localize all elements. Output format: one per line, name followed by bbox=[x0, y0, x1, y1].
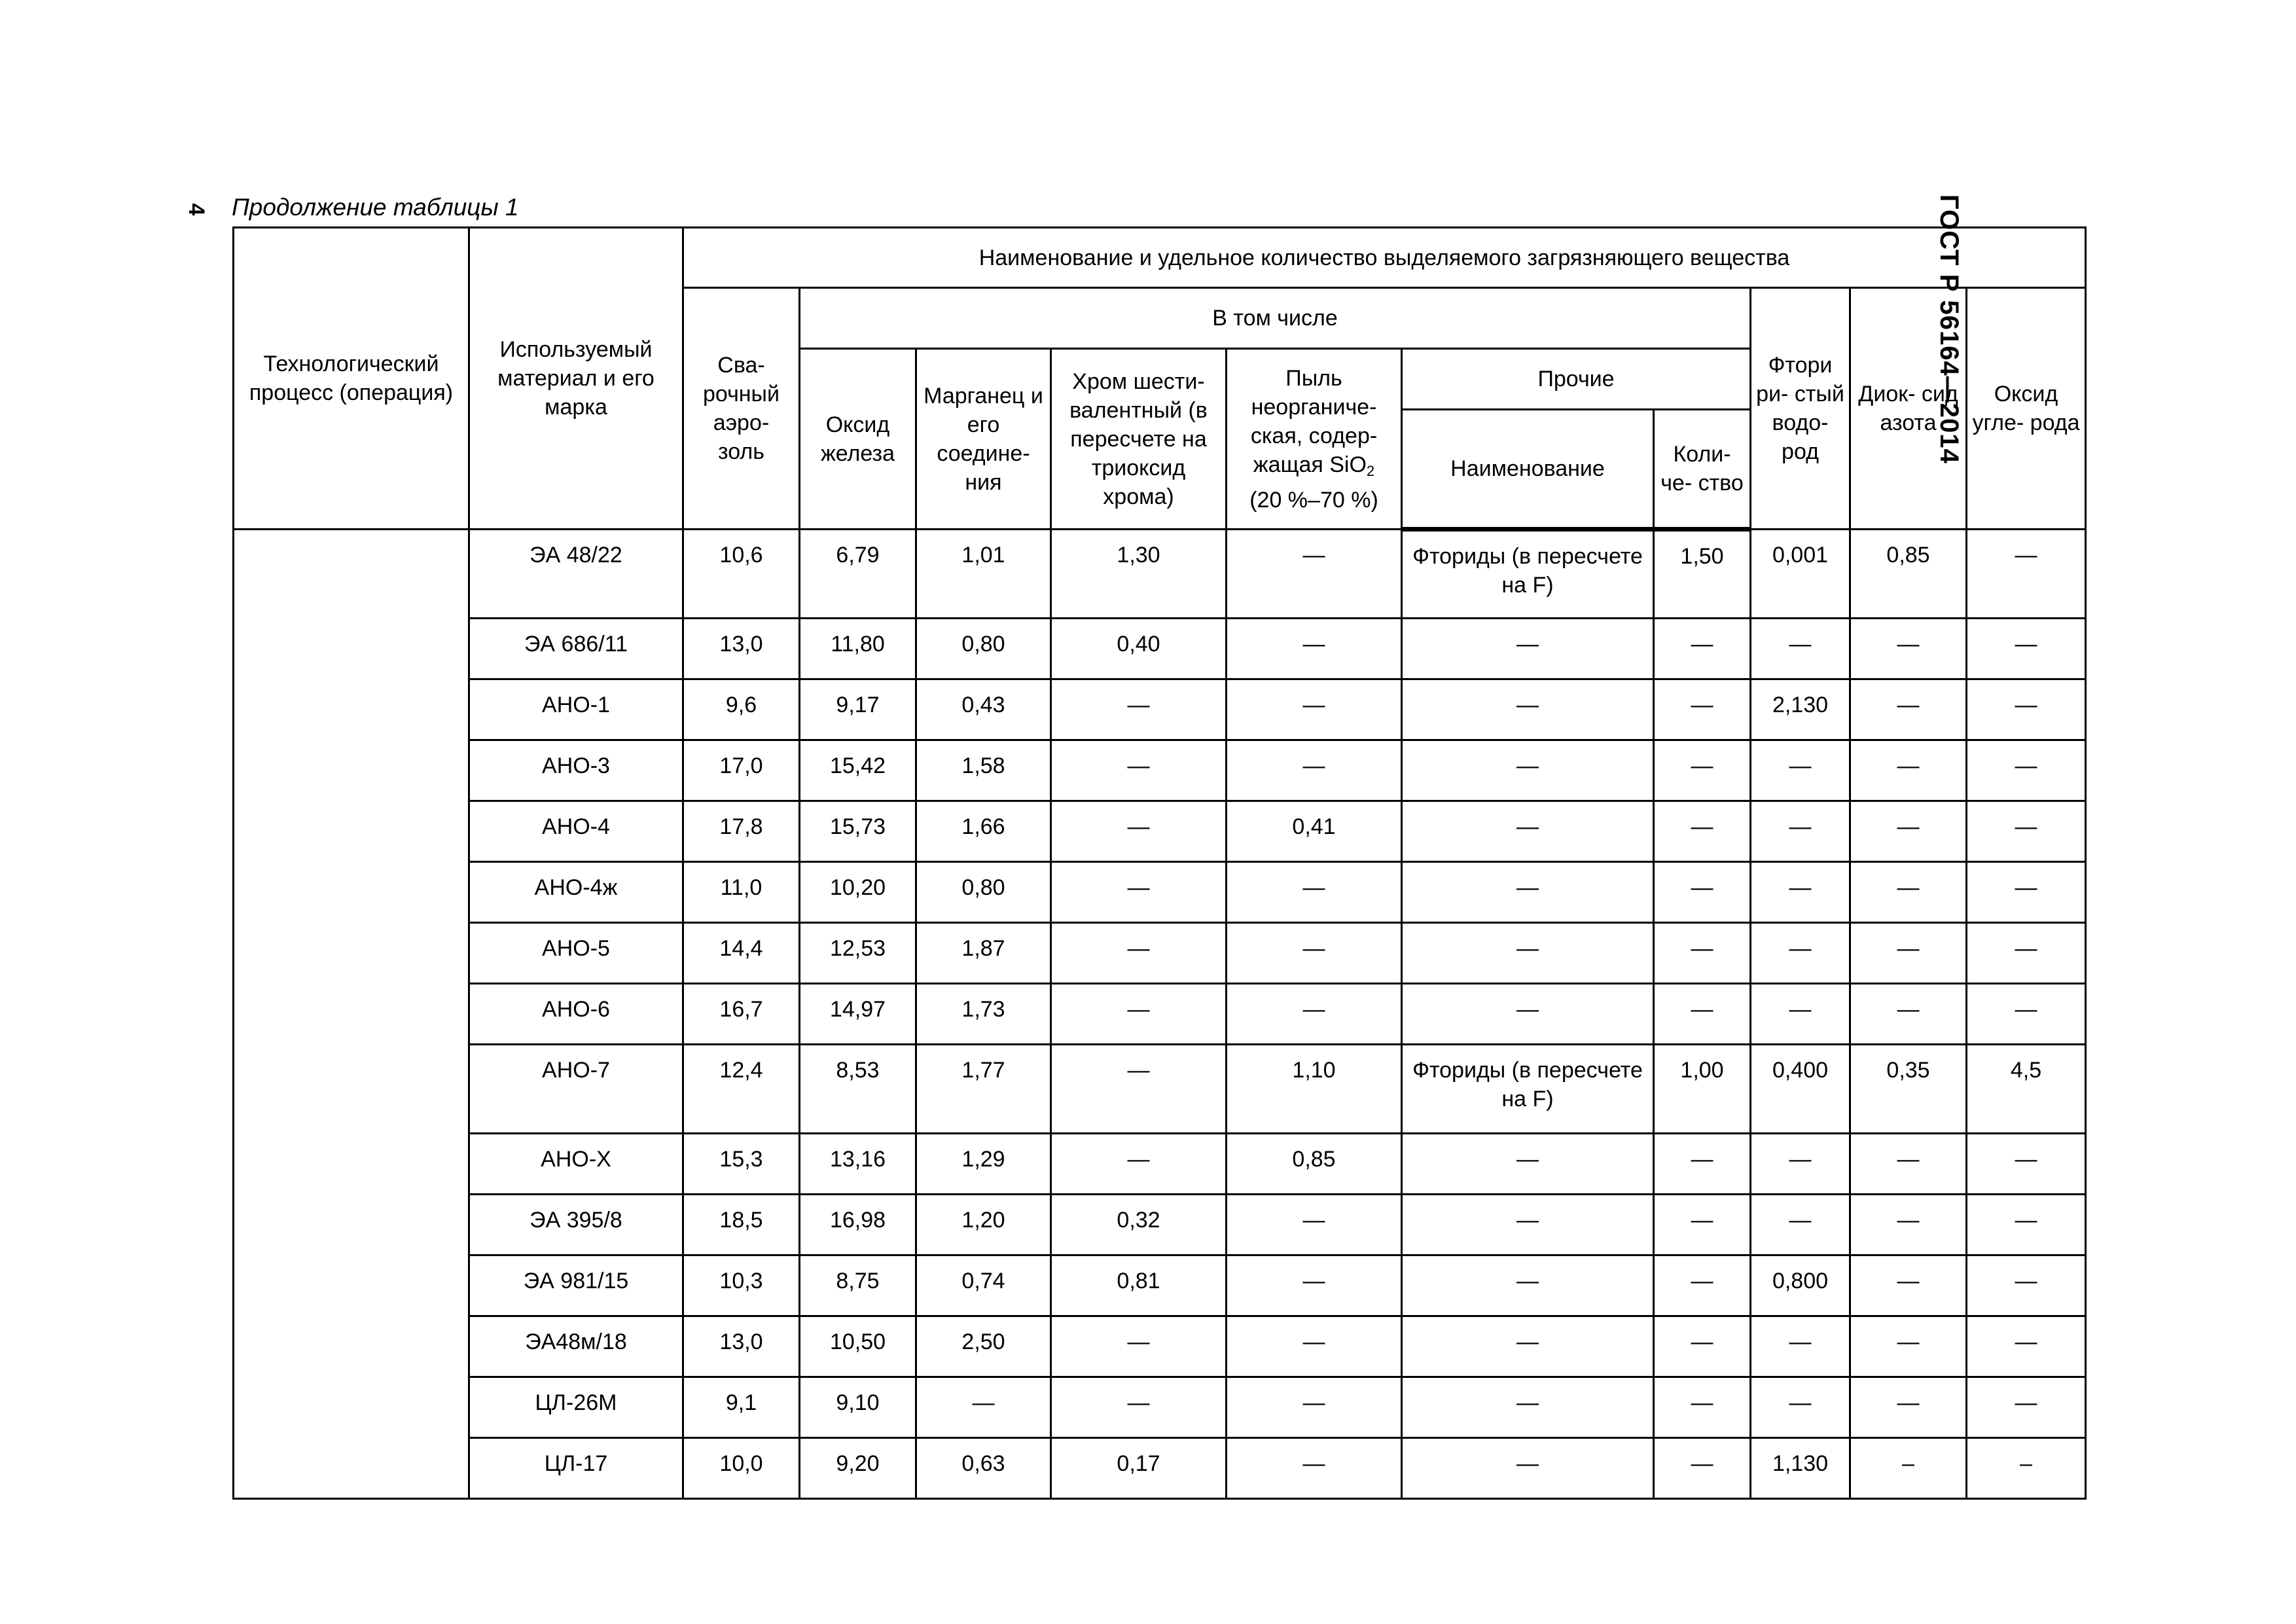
nitrogen-dioxide-cell: – bbox=[1850, 1438, 1967, 1499]
other-name-cell: Фториды (в пересчете на F) bbox=[1402, 1045, 1654, 1134]
carbon-oxide-cell: 4,5 bbox=[1967, 1045, 2086, 1134]
aerosol-cell: 15,3 bbox=[683, 1134, 800, 1195]
header-group: Наименование и удельное количество выделяемого загрязняющего вещества bbox=[683, 228, 2086, 288]
nitrogen-dioxide-cell: — bbox=[1850, 1195, 1967, 1255]
manganese-cell: 0,80 bbox=[916, 862, 1051, 923]
material-cell: АНО-7 bbox=[469, 1045, 683, 1134]
chromium-cell: — bbox=[1051, 862, 1227, 923]
material-cell: ЭА 395/8 bbox=[469, 1195, 683, 1255]
header-hydrogen-fluoride: Фтори ри- стый водо- род bbox=[1751, 288, 1850, 530]
page-number: 4 bbox=[184, 203, 209, 216]
manganese-cell: 1,01 bbox=[916, 530, 1051, 619]
aerosol-cell: 18,5 bbox=[683, 1195, 800, 1255]
chromium-cell: — bbox=[1051, 1377, 1227, 1438]
nitrogen-dioxide-cell: — bbox=[1850, 1377, 1967, 1438]
document-code: ГОСТ Р 56164—2014 bbox=[1935, 194, 1964, 464]
carbon-oxide-cell: — bbox=[1967, 1377, 2086, 1438]
manganese-cell: — bbox=[916, 1377, 1051, 1438]
dust-cell: — bbox=[1227, 619, 1402, 679]
iron-oxide-cell: 8,53 bbox=[800, 1045, 916, 1134]
manganese-cell: 0,80 bbox=[916, 619, 1051, 679]
header-dust-subscript: 2 bbox=[1366, 462, 1375, 479]
table-row bbox=[234, 1438, 2086, 1499]
emissions-table bbox=[232, 226, 2087, 1500]
chromium-cell: 0,32 bbox=[1051, 1195, 1227, 1255]
material-cell: ЦЛ-17 bbox=[469, 1438, 683, 1499]
manganese-cell: 0,63 bbox=[916, 1438, 1051, 1499]
manganese-cell: 1,29 bbox=[916, 1134, 1051, 1195]
material-cell: ЭА 686/11 bbox=[469, 619, 683, 679]
aerosol-cell: 10,3 bbox=[683, 1255, 800, 1316]
chromium-cell: 1,30 bbox=[1051, 530, 1227, 619]
hydrogen-fluoride-cell: 0,800 bbox=[1751, 1255, 1850, 1316]
header-other: Прочие bbox=[1402, 349, 1751, 410]
nitrogen-dioxide-cell: — bbox=[1850, 1255, 1967, 1316]
iron-oxide-cell: 12,53 bbox=[800, 923, 916, 984]
carbon-oxide-cell: — bbox=[1967, 1195, 2086, 1255]
nitrogen-dioxide-cell: — bbox=[1850, 619, 1967, 679]
aerosol-cell: 11,0 bbox=[683, 862, 800, 923]
hydrogen-fluoride-cell: — bbox=[1751, 862, 1850, 923]
other-name-cell: — bbox=[1402, 1134, 1654, 1195]
material-cell: АНО-3 bbox=[469, 740, 683, 801]
iron-oxide-cell: 10,20 bbox=[800, 862, 916, 923]
aerosol-cell: 12,4 bbox=[683, 1045, 800, 1134]
header-other-name: Наименование bbox=[1402, 410, 1654, 530]
table-row bbox=[234, 679, 2086, 740]
table-row bbox=[234, 1377, 2086, 1438]
nitrogen-dioxide-cell: — bbox=[1850, 923, 1967, 984]
iron-oxide-cell: 16,98 bbox=[800, 1195, 916, 1255]
nitrogen-dioxide-cell: — bbox=[1850, 984, 1967, 1045]
aerosol-cell: 17,0 bbox=[683, 740, 800, 801]
other-name-cell: — bbox=[1402, 740, 1654, 801]
table-row bbox=[234, 740, 2086, 801]
hydrogen-fluoride-cell: — bbox=[1751, 1195, 1850, 1255]
nitrogen-dioxide-cell: — bbox=[1850, 801, 1967, 862]
chromium-cell: — bbox=[1051, 984, 1227, 1045]
other-quantity-cell: — bbox=[1654, 862, 1751, 923]
iron-oxide-cell: 9,17 bbox=[800, 679, 916, 740]
other-name-cell: — bbox=[1402, 1316, 1654, 1377]
aerosol-cell: 16,7 bbox=[683, 984, 800, 1045]
manganese-cell: 2,50 bbox=[916, 1316, 1051, 1377]
dust-cell: — bbox=[1227, 740, 1402, 801]
other-name-cell: — bbox=[1402, 862, 1654, 923]
other-quantity-cell: — bbox=[1654, 984, 1751, 1045]
material-cell: АНО-1 bbox=[469, 679, 683, 740]
other-quantity-cell: — bbox=[1654, 1195, 1751, 1255]
aerosol-cell: 14,4 bbox=[683, 923, 800, 984]
iron-oxide-cell: 15,42 bbox=[800, 740, 916, 801]
dust-cell: — bbox=[1227, 1316, 1402, 1377]
hydrogen-fluoride-cell: 0,400 bbox=[1751, 1045, 1850, 1134]
dust-cell: — bbox=[1227, 1195, 1402, 1255]
carbon-oxide-cell: — bbox=[1967, 740, 2086, 801]
iron-oxide-cell: 15,73 bbox=[800, 801, 916, 862]
iron-oxide-cell: 9,20 bbox=[800, 1438, 916, 1499]
nitrogen-dioxide-cell: — bbox=[1850, 1316, 1967, 1377]
nitrogen-dioxide-cell: — bbox=[1850, 679, 1967, 740]
iron-oxide-cell: 13,16 bbox=[800, 1134, 916, 1195]
material-cell: АНО-6 bbox=[469, 984, 683, 1045]
other-name-cell: — bbox=[1402, 619, 1654, 679]
header-chromium: Хром шести- валентный (в пересчете на триоксид хрома) bbox=[1051, 349, 1227, 530]
hydrogen-fluoride-cell: — bbox=[1751, 923, 1850, 984]
carbon-oxide-cell: — bbox=[1967, 619, 2086, 679]
chromium-cell: — bbox=[1051, 1316, 1227, 1377]
chromium-cell: 0,40 bbox=[1051, 619, 1227, 679]
carbon-oxide-cell: — bbox=[1967, 984, 2086, 1045]
hydrogen-fluoride-cell: 1,130 bbox=[1751, 1438, 1850, 1499]
chromium-cell: 0,81 bbox=[1051, 1255, 1227, 1316]
chromium-cell: — bbox=[1051, 740, 1227, 801]
hydrogen-fluoride-cell: — bbox=[1751, 619, 1850, 679]
table-row bbox=[234, 984, 2086, 1045]
table-row bbox=[234, 619, 2086, 679]
hydrogen-fluoride-cell: — bbox=[1751, 984, 1850, 1045]
header-material: Используемый материал и его марка bbox=[469, 228, 683, 530]
nitrogen-dioxide-cell: — bbox=[1850, 1134, 1967, 1195]
iron-oxide-cell: 8,75 bbox=[800, 1255, 916, 1316]
other-name-cell: — bbox=[1402, 1195, 1654, 1255]
table-row bbox=[234, 1316, 2086, 1377]
carbon-oxide-cell: — bbox=[1967, 862, 2086, 923]
table-row bbox=[234, 1045, 2086, 1134]
nitrogen-dioxide-cell: 0,85 bbox=[1850, 530, 1967, 619]
carbon-oxide-cell: — bbox=[1967, 1134, 2086, 1195]
carbon-oxide-cell: — bbox=[1967, 801, 2086, 862]
material-cell: ЦЛ-26М bbox=[469, 1377, 683, 1438]
header-aerosol: Сва- рочный аэро- золь bbox=[683, 288, 800, 530]
aerosol-cell: 13,0 bbox=[683, 619, 800, 679]
header-iron-oxide: Оксид железа bbox=[800, 349, 916, 530]
dust-cell: — bbox=[1227, 1255, 1402, 1316]
nitrogen-dioxide-cell: 0,35 bbox=[1850, 1045, 1967, 1134]
dust-cell: 1,10 bbox=[1227, 1045, 1402, 1134]
carbon-oxide-cell: — bbox=[1967, 1316, 2086, 1377]
hydrogen-fluoride-cell: 2,130 bbox=[1751, 679, 1850, 740]
iron-oxide-cell: 6,79 bbox=[800, 530, 916, 619]
material-cell: АНО-4ж bbox=[469, 862, 683, 923]
other-name-cell: — bbox=[1402, 679, 1654, 740]
other-quantity-cell: — bbox=[1654, 1255, 1751, 1316]
nitrogen-dioxide-cell: — bbox=[1850, 862, 1967, 923]
aerosol-cell: 10,6 bbox=[683, 530, 800, 619]
other-name-cell: Фториды (в пересчете на F) bbox=[1402, 530, 1654, 619]
header-manganese: Марганец и его соедине- ния bbox=[916, 349, 1051, 530]
aerosol-cell: 17,8 bbox=[683, 801, 800, 862]
header-dust bbox=[1227, 349, 1402, 530]
other-name-cell: — bbox=[1402, 1438, 1654, 1499]
header-process: Технологический процесс (операция) bbox=[234, 228, 469, 530]
table-row bbox=[234, 862, 2086, 923]
dust-cell: — bbox=[1227, 1377, 1402, 1438]
other-quantity-cell: — bbox=[1654, 1438, 1751, 1499]
hydrogen-fluoride-cell: — bbox=[1751, 1377, 1850, 1438]
dust-cell: 0,85 bbox=[1227, 1134, 1402, 1195]
dust-cell: 0,41 bbox=[1227, 801, 1402, 862]
table-caption: Продолжение таблицы 1 bbox=[232, 194, 519, 221]
other-quantity-cell: — bbox=[1654, 1316, 1751, 1377]
other-name-cell: — bbox=[1402, 984, 1654, 1045]
dust-cell: — bbox=[1227, 1438, 1402, 1499]
nitrogen-dioxide-cell: — bbox=[1850, 740, 1967, 801]
material-cell: ЭА48м/18 bbox=[469, 1316, 683, 1377]
other-name-cell: — bbox=[1402, 1377, 1654, 1438]
header-dust-main: Пыль неорганиче- ская, содер- жащая SiO bbox=[1250, 365, 1378, 477]
other-quantity-cell: — bbox=[1654, 619, 1751, 679]
manganese-cell: 1,66 bbox=[916, 801, 1051, 862]
other-name-cell: — bbox=[1402, 801, 1654, 862]
other-quantity-cell: 1,00 bbox=[1654, 1045, 1751, 1134]
header-nitrogen-dioxide: Диок- сид азота bbox=[1850, 288, 1967, 530]
other-quantity-cell: — bbox=[1654, 1377, 1751, 1438]
hydrogen-fluoride-cell: — bbox=[1751, 740, 1850, 801]
aerosol-cell: 13,0 bbox=[683, 1316, 800, 1377]
manganese-cell: 0,43 bbox=[916, 679, 1051, 740]
dust-cell: — bbox=[1227, 923, 1402, 984]
table-row bbox=[234, 801, 2086, 862]
carbon-oxide-cell: – bbox=[1967, 1438, 2086, 1499]
aerosol-cell: 10,0 bbox=[683, 1438, 800, 1499]
carbon-oxide-cell: — bbox=[1967, 530, 2086, 619]
hydrogen-fluoride-cell: 0,001 bbox=[1751, 530, 1850, 619]
other-quantity-cell: — bbox=[1654, 801, 1751, 862]
iron-oxide-cell: 10,50 bbox=[800, 1316, 916, 1377]
hydrogen-fluoride-cell: — bbox=[1751, 1134, 1850, 1195]
aerosol-cell: 9,6 bbox=[683, 679, 800, 740]
dust-cell: — bbox=[1227, 530, 1402, 619]
table-row bbox=[234, 1195, 2086, 1255]
header-other-quantity: Коли- че- ство bbox=[1654, 410, 1751, 530]
other-name-cell: — bbox=[1402, 923, 1654, 984]
other-quantity-cell: — bbox=[1654, 1134, 1751, 1195]
aerosol-cell: 9,1 bbox=[683, 1377, 800, 1438]
manganese-cell: 1,73 bbox=[916, 984, 1051, 1045]
manganese-cell: 1,20 bbox=[916, 1195, 1051, 1255]
carbon-oxide-cell: — bbox=[1967, 923, 2086, 984]
table-row bbox=[234, 1255, 2086, 1316]
chromium-cell: 0,17 bbox=[1051, 1438, 1227, 1499]
other-quantity-cell: — bbox=[1654, 740, 1751, 801]
iron-oxide-cell: 9,10 bbox=[800, 1377, 916, 1438]
manganese-cell: 1,58 bbox=[916, 740, 1051, 801]
manganese-cell: 1,87 bbox=[916, 923, 1051, 984]
other-quantity-cell: — bbox=[1654, 679, 1751, 740]
process-cell bbox=[234, 530, 469, 1499]
chromium-cell: — bbox=[1051, 1045, 1227, 1134]
iron-oxide-cell: 14,97 bbox=[800, 984, 916, 1045]
table-row bbox=[234, 1134, 2086, 1195]
table-row bbox=[234, 923, 2086, 984]
iron-oxide-cell: 11,80 bbox=[800, 619, 916, 679]
table-row bbox=[234, 530, 2086, 619]
chromium-cell: — bbox=[1051, 923, 1227, 984]
carbon-oxide-cell: — bbox=[1967, 1255, 2086, 1316]
chromium-cell: — bbox=[1051, 1134, 1227, 1195]
material-cell: ЭА 48/22 bbox=[469, 530, 683, 619]
other-name-cell: — bbox=[1402, 1255, 1654, 1316]
manganese-cell: 1,77 bbox=[916, 1045, 1051, 1134]
chromium-cell: — bbox=[1051, 801, 1227, 862]
header-including: В том числе bbox=[800, 288, 1751, 349]
other-quantity-cell: — bbox=[1654, 923, 1751, 984]
hydrogen-fluoride-cell: — bbox=[1751, 1316, 1850, 1377]
material-cell: АНО-4 bbox=[469, 801, 683, 862]
dust-cell: — bbox=[1227, 984, 1402, 1045]
material-cell: ЭА 981/15 bbox=[469, 1255, 683, 1316]
other-quantity-cell: 1,50 bbox=[1654, 530, 1751, 619]
header-dust-range: (20 %–70 %) bbox=[1249, 487, 1378, 513]
material-cell: АНО-Х bbox=[469, 1134, 683, 1195]
carbon-oxide-cell: — bbox=[1967, 679, 2086, 740]
dust-cell: — bbox=[1227, 862, 1402, 923]
hydrogen-fluoride-cell: — bbox=[1751, 801, 1850, 862]
chromium-cell: — bbox=[1051, 679, 1227, 740]
material-cell: АНО-5 bbox=[469, 923, 683, 984]
header-carbon-oxide: Оксид угле- рода bbox=[1967, 288, 2086, 530]
manganese-cell: 0,74 bbox=[916, 1255, 1051, 1316]
dust-cell: — bbox=[1227, 679, 1402, 740]
